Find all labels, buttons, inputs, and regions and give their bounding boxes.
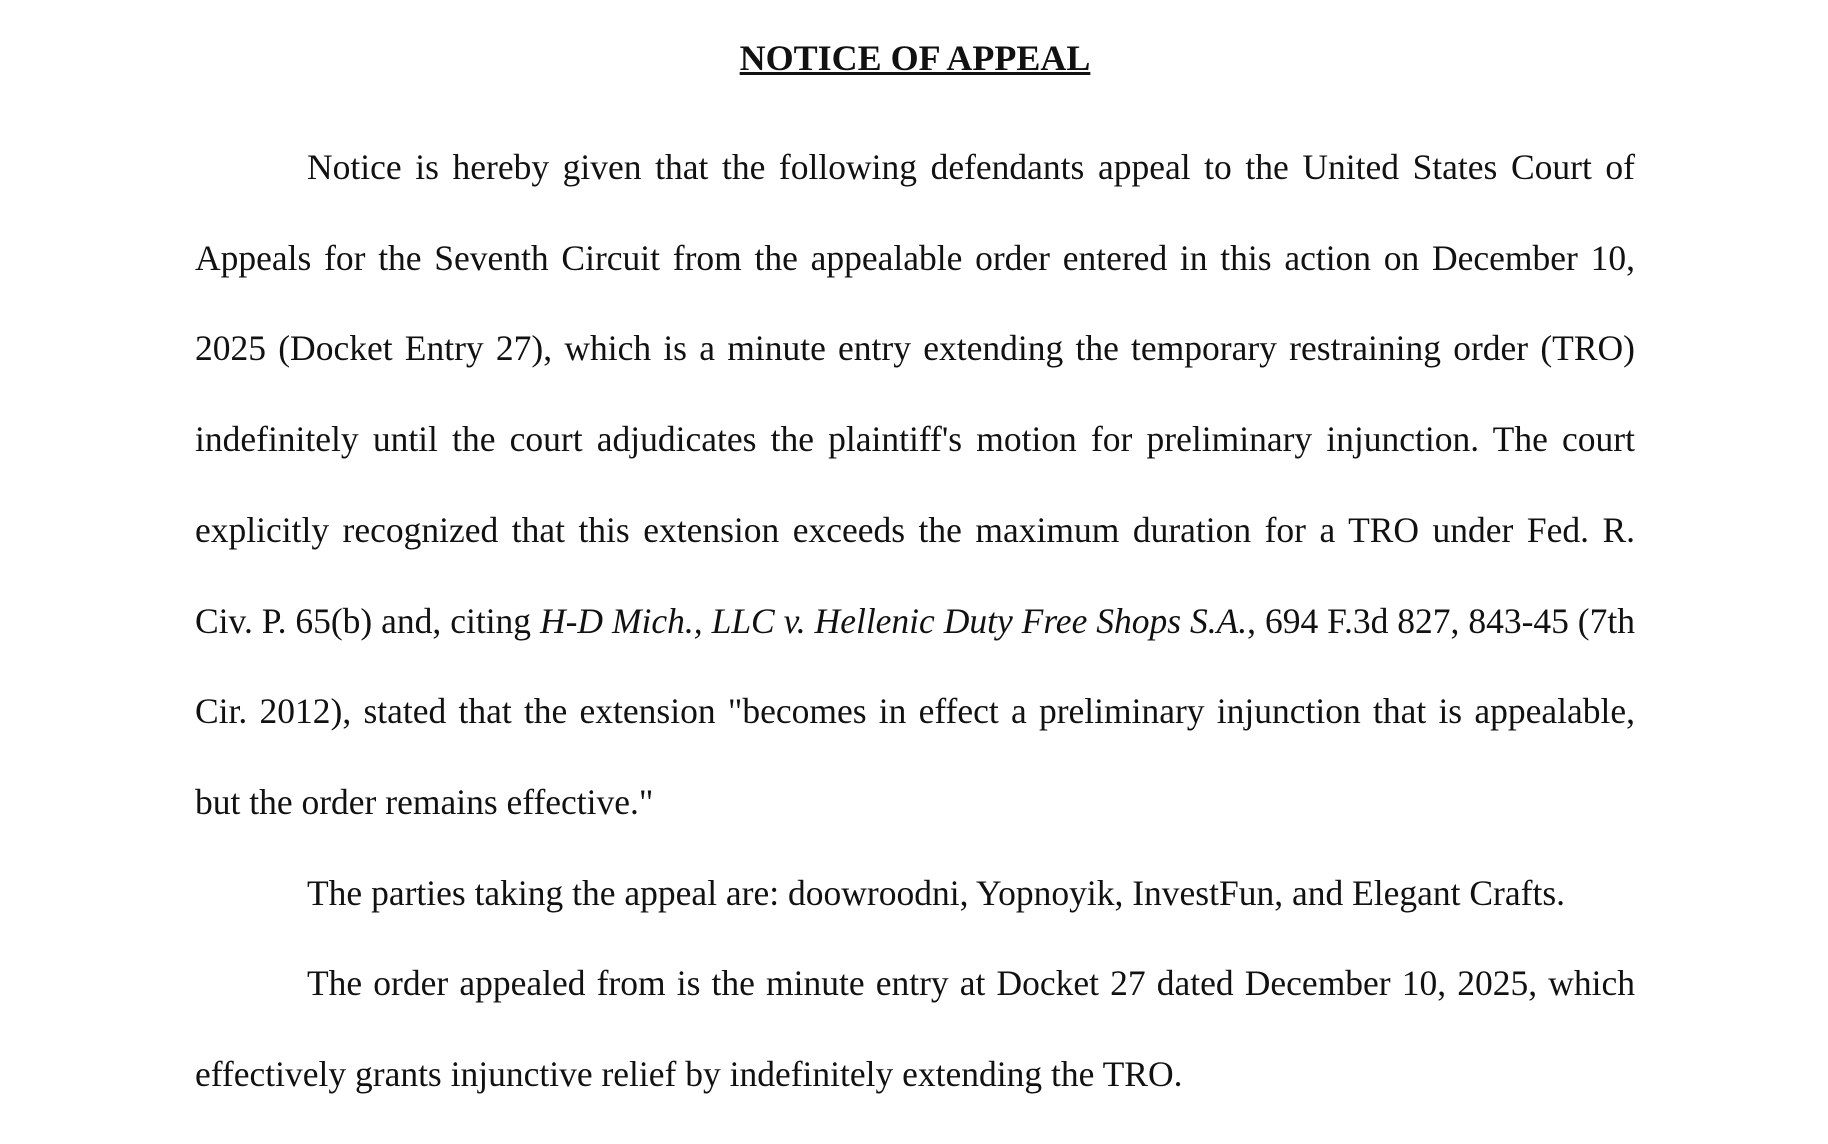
paragraph-notice-text-start: Notice is hereby given that the following defendants appeal to the United States Court of Appeals for the Seventh Circuit from the appealable order entered in this action on December 10, 2025 (Docket Entry 27), which is a minute entry extending the temporary restraining order (TRO) indefinitely until the court adjudicates the plaintiff's motion for preliminary injunction. The court explicitly recognized that this extension exceeds the maximum duration for a TRO under Fed. R. Civ. P. 65(b) and, citing (195, 147, 1635, 641)
document-title: NOTICE OF APPEAL (739, 38, 1091, 78)
case-citation-name: H-D Mich., LLC v. Hellenic Duty Free Shops S.A. (539, 600, 1248, 641)
paragraph-notice-text-end: , 694 F.3d 827, 843-45 (7th Cir. 2012), stated that the extension "becomes in effect a preliminary injunction that is appealable, but the order remains effective." (195, 600, 1635, 822)
paragraph-order: The order appealed from is the minute entry at Docket 27 dated December 10, 2025, which effectively grants injunctive relief by indefinitely extending the TRO. (195, 963, 1635, 1095)
paragraph-parties: The parties taking the appeal are: doowroodni, Yopnoyik, InvestFun, and Elegant Crafts. (307, 872, 1566, 913)
paragraph-notice (195, 122, 1635, 848)
document-page (195, 36, 1635, 1120)
